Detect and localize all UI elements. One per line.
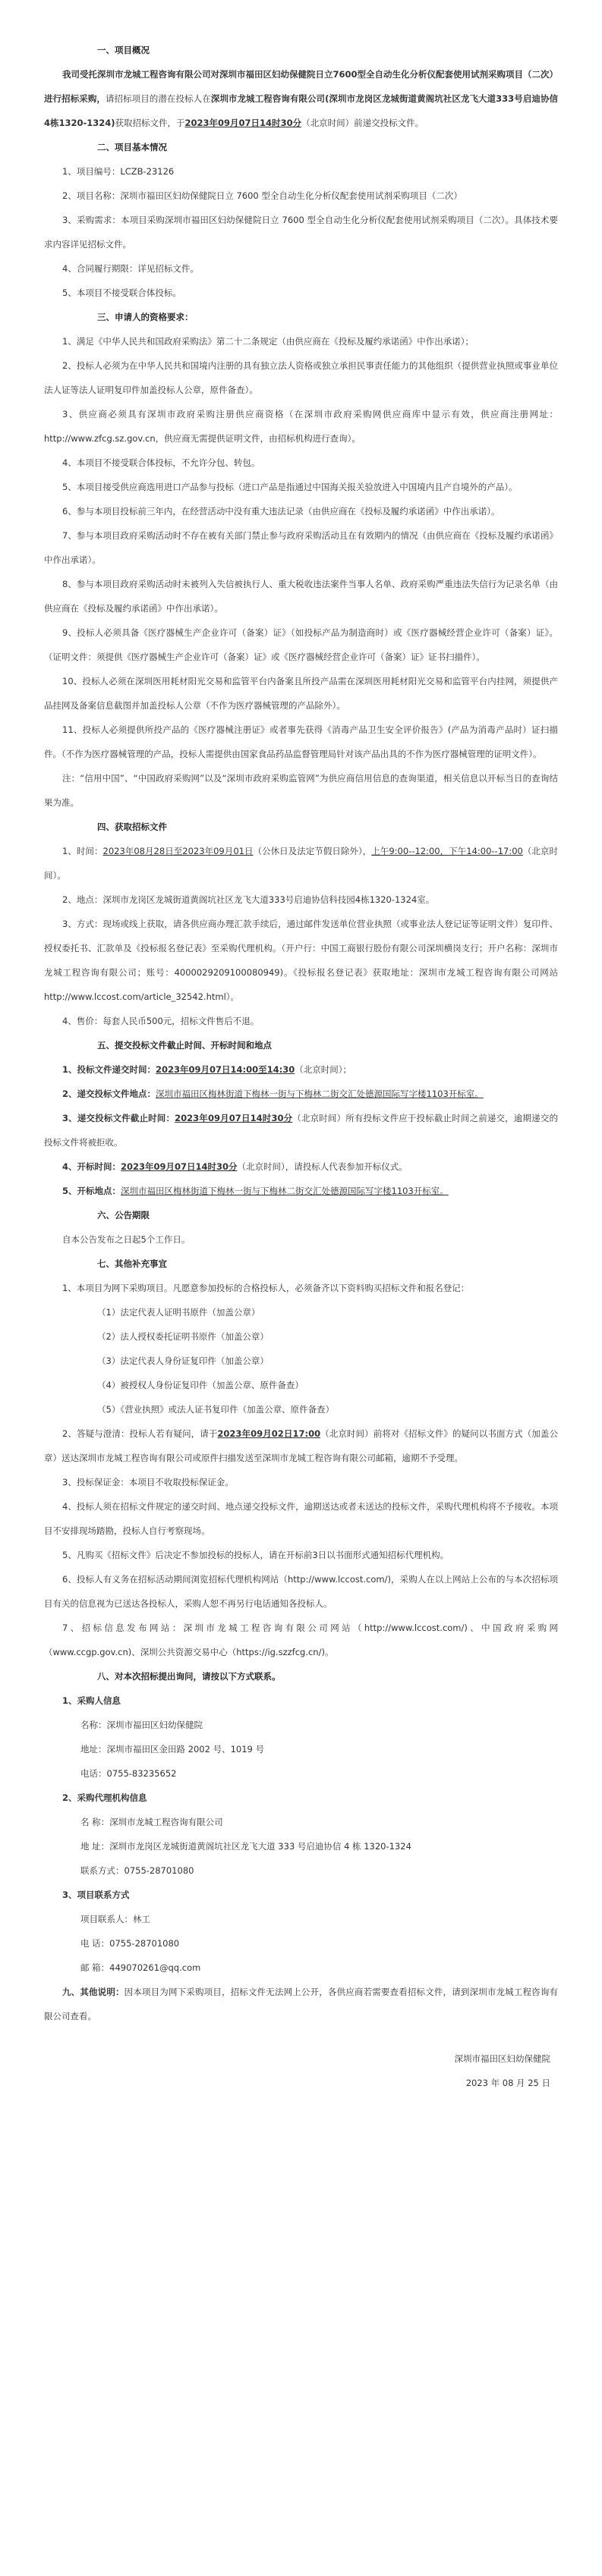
signature-date: 2023 年 08 月 25 日 xyxy=(465,2078,550,2088)
overview-text-c: （北京时间）前递交投标文件。 xyxy=(301,118,424,128)
buyer-line: 电话：0755-83235652 xyxy=(80,1768,177,1779)
submission-deadline-value: 2023年09月07日14时30分 xyxy=(175,1113,293,1123)
list-item: 11、投标人必须提供所投产品的《医疗器械注册证》或者事先获得《消毒产品卫生安全评价报告》(产品为消毒产品时）证扫描件。（不作为医疗器械管理的产品，投标人需提供由国家食品药品监督管理局针对该产品出具的不作为医疗器械管理的证明文件）。 xyxy=(44,724,558,759)
list-item: 2、项目名称：深圳市福田区妇幼保健院日立 7600 型全自动生化分析仪配套使用试剂采购项目（二次） xyxy=(62,190,462,201)
buyer-line: 名称：深圳市福田区妇幼保健院 xyxy=(80,1720,203,1730)
overview-text-a: 请招标项目的潜在投标人在 xyxy=(105,93,211,104)
opening-time xyxy=(44,1154,558,1179)
buyer-heading: 1、采购人信息 xyxy=(62,1695,121,1706)
submission-deadline xyxy=(44,1106,558,1154)
contact-line: 项目联系人：林工 xyxy=(80,1914,150,1924)
other-notes-text: 因本项目为网下采购项目，招标文件无法网上公开，各供应商若需要查看招标文件，请到深圳市龙城工程咨询有限公司查看。 xyxy=(44,1987,559,2022)
list-item: 1、满足《中华人民共和国政府采购法》第二十二条规定（由供应商在《投标及履约承诺函》中作出承诺）； xyxy=(62,336,474,347)
section-heading: 四、获取招标文件 xyxy=(97,821,167,832)
buyer-line: 地址：深圳市福田区金田路 2002 号、1019 号 xyxy=(80,1744,264,1755)
project-overview-paragraph xyxy=(44,62,558,135)
required-document: （1）法定代表人证明书原件（加盖公章） xyxy=(97,1307,260,1318)
submission-time-value: 2023年09月07日14:00至14:30 xyxy=(156,1064,295,1075)
purchase-price: 4、售价：每套人民币500元，招标文件售后不退。 xyxy=(62,1016,260,1026)
overview-bold-b: 深圳市龙城工程咨询有限公司(深圳市龙岗区龙城街道黄阁坑社区龙飞大道333号启迪协信4栋1320-1324) xyxy=(44,93,559,128)
purchase-location: 2、地点：深圳市龙岗区龙城街道黄阁坑社区龙飞大道333号启迪协信科技园4栋1320-1324室。 xyxy=(62,894,435,905)
purchase-date-range: 2023年08月28日至2023年09月01日 xyxy=(102,846,254,856)
list-item: 3、供应商必须具有深圳市政府采购注册供应商资格（在深圳市政府采购网供应商库中显示有效，供应商注册网址：http://www.zfcg.sz.gov.cn，供应商无需提供证明文件，由招标机构进行查询）。 xyxy=(44,409,558,444)
submission-time-label: 1、投标文件递交时间： xyxy=(62,1064,156,1075)
credit-note: 注：“信用中国”、“中国政府采购网”以及“深圳市政府采购监管网”为供应商信用信息的查询渠道，相关信息以开标当日的查询结果为准。 xyxy=(44,773,558,808)
signature-org: 深圳市福田区妇幼保健院 xyxy=(454,2053,550,2064)
section-heading: 六、公告期限 xyxy=(97,1210,150,1220)
required-document: （3）法定代表人身份证复印件（加盖公章） xyxy=(97,1356,269,1366)
purchase-hours: 上午9:00--12:00，下午14:00--17:00 xyxy=(371,846,523,856)
submission-location-value: 深圳市福田区梅林街道下梅林一街与下梅林二街交汇处德源国际写字楼1103开标室。 xyxy=(156,1089,484,1099)
required-document: （2）法人授权委托证明书原件（加盖公章） xyxy=(97,1331,269,1342)
signature-block xyxy=(44,2047,558,2095)
list-item: 5、凡购买《招标文件》后决定不参加投标的投标人，请在开标前3日以书面形式通知招标代理机构。 xyxy=(62,1550,449,1560)
required-document: （5）《营业执照》或法人证书复印件（加盖公章、原件备查） xyxy=(97,1404,335,1415)
overview-bold-a: 我司受托深圳市龙城工程咨询有限公司对深圳市福田区妇幼保健院日立7600型全自动生化分析仪配套使用试剂采购项目（二次）进行招标采购， xyxy=(44,69,559,104)
list-item: 3、采购需求：本项目采购深圳市福田区妇幼保健院日立 7600 型全自动生化分析仪配套使用试剂采购项目（二次）。具体技术要求内容详见招标文件。 xyxy=(44,215,558,250)
overview-deadline: 2023年09月07日14时30分 xyxy=(184,118,302,128)
submission-location-label: 2、递交投标文件地点： xyxy=(62,1089,156,1099)
list-item: 4、合同履行期限：详见招标文件。 xyxy=(62,263,199,274)
list-item: 8、参与本项目政府采购活动时未被列入失信被执行人、重大税收违法案件当事人名单、政府采购严重违法失信行为记录名单（由供应商在《投标及履约承诺函》中作出承诺）。 xyxy=(44,579,558,614)
contact-line: 邮 箱：449070261@qq.com xyxy=(80,1962,201,1973)
submission-time-suffix: （北京时间）； xyxy=(295,1064,351,1075)
section-heading: 五、提交投标文件截止时间、开标时间和地点 xyxy=(97,1040,272,1051)
agent-heading: 2、采购代理机构信息 xyxy=(62,1792,147,1803)
opening-location-label: 5、开标地点： xyxy=(62,1186,121,1196)
list-item xyxy=(44,1422,558,1470)
opening-time-label: 4、开标时间： xyxy=(62,1161,121,1172)
list-item: 3、投标保证金：本项目不收取投标保证金。 xyxy=(62,1477,234,1487)
purchase-time xyxy=(44,839,558,887)
purchase-time-note: （公休日及法定节假日除外）， xyxy=(253,846,372,856)
section-heading: 三、申请人的资格要求： xyxy=(97,312,194,322)
section-heading: 二、项目基本情况 xyxy=(97,142,167,152)
list-item: 6、投标人有义务在招标活动期间浏览招标代理机构网站（http://www.lccost.com/)，采购人在以上网站上公布的与本次招标项目有关的信息视为已送达各投标人，采购人恕不再另行电话通知各投标人。 xyxy=(44,1574,558,1609)
contact-line: 电 话：0755-28701080 xyxy=(80,1938,180,1949)
list-item: 1、本项目为网下采购项目。凡愿意参加投标的合格投标人，必须备齐以下资料购买招标文件和报名登记： xyxy=(62,1283,470,1293)
qa-prefix: 2、答疑与澄清：投标人若有疑问，请于 xyxy=(62,1428,218,1439)
agent-line: 地 址：深圳市龙岗区龙城街道黄阁坑社区龙飞大道 333 号启迪协信 4 栋 1320-1324 xyxy=(80,1841,411,1852)
agent-line: 名 称：深圳市龙城工程咨询有限公司 xyxy=(80,1817,223,1827)
list-item: 7、招标信息发布网站：深圳市龙城工程咨询有限公司网站（http://www.lccost.com/)、中国政府采购网（www.ccgp.gov.cn)、深圳公共资源交易中心（https://ig.szzfcg.cn/)。 xyxy=(44,1623,558,1657)
purchase-method: 3、方式：现场或线上获取，请各供应商办理汇款手续后，通过邮件发送单位营业执照（或事业法人登记证等证明文件）复印件、授权委托书、汇款单及《投标报名登记表》至采购代理机构。（开户行：中国工商银行股份有限公司深圳横岗支行；开户名称：深圳市龙城工程咨询有限公司；账号：4000029209100080949)。《投标报名登记表》获取地址：深圳市龙城工程咨询有限公司网站 http://www.lccost.com/article_32542.html）。 xyxy=(44,919,558,1002)
list-item: 6、参与本项目投标前三年内，在经营活动中没有重大违法记录（由供应商在《投标及履约承诺函》中作出承诺）。 xyxy=(62,506,500,517)
list-item: 7、参与本项目政府采购活动时不存在被有关部门禁止参与政府采购活动且在有效期内的情况（由供应商在《投标及履约承诺函》中作出承诺）。 xyxy=(44,530,558,565)
opening-time-note: （北京时间），请投标人代表参加开标仪式。 xyxy=(237,1161,408,1172)
announcement-period: 自本公告发布之日起5个工作日。 xyxy=(62,1234,191,1245)
submission-deadline-label: 3、递交投标文件截止时间： xyxy=(62,1113,175,1123)
contact-heading: 3、项目联系方式 xyxy=(62,1890,130,1900)
list-item: 1、项目编号：LCZB-23126 xyxy=(62,166,175,177)
list-item: 10、投标人必须在深圳医用耗材阳光交易和监管平台内备案且所投产品需在深圳医用耗材阳光交易和监管平台内挂网，须提供产品挂网及备案信息截图并加盖投标人公章（不作为医疗器械管理的产品除外）。 xyxy=(44,676,558,711)
overview-text-b: 获取招标文件，于 xyxy=(115,118,185,128)
purchase-time-label: 1、时间： xyxy=(62,846,103,856)
list-item: 4、投标人须在招标文件规定的递交时间、地点递交投标文件，逾期送达或者未送达的投标文件，采购代理机构将不予接收。本项目不安排现场踏勘，投标人自行考察现场。 xyxy=(44,1501,558,1536)
submission-location xyxy=(44,1082,558,1106)
section-heading: 八、对本次招标提出询问，请按以下方式联系。 xyxy=(97,1671,281,1682)
list-item: 5、本项目不接受联合体投标。 xyxy=(62,287,181,298)
section-heading: 一、项目概况 xyxy=(97,45,150,55)
qa-suffix: （北京时间）前将对《招标文件》的疑问以书面方式（加盖公章）送达深圳市龙城工程咨询有限公司或原件扫描发送至深圳市龙城工程咨询有限公司邮箱，逾期不予受理。 xyxy=(44,1428,558,1463)
opening-time-value: 2023年09月07日14时30分 xyxy=(121,1161,238,1172)
submission-time xyxy=(44,1057,558,1082)
required-document: （4）被授权人身份证复印件（加盖公章、原件备查） xyxy=(97,1380,304,1390)
other-notes xyxy=(44,1980,558,2028)
list-item: 9、投标人必须具备《医疗器械生产企业许可（备案）证》（如投标产品为制造商时）或《医疗器械经营企业许可（备案）证》。（证明文件：须提供《医疗器械生产企业许可（备案）证》或《医疗器械经营企业许可（备案）证》证书扫描件）。 xyxy=(44,627,558,662)
list-item: 2、投标人必须为在中华人民共和国境内注册的具有独立法人资格或独立承担民事责任能力的其他组织（提供营业执照或事业单位法人证等法人证明复印件加盖投标人公章，原件备查）。 xyxy=(44,360,558,395)
qa-deadline: 2023年09月02日17:00 xyxy=(217,1428,321,1439)
purchase-time-suffix: （北京时间）。 xyxy=(44,846,558,881)
section-heading: 七、其他补充事宜 xyxy=(97,1258,167,1269)
other-notes-heading: 九、其他说明： xyxy=(62,1987,124,1997)
opening-location-value: 深圳市福田区梅林街道下梅林一街与下梅林二街交汇处德源国际写字楼1103开标室。 xyxy=(121,1186,449,1196)
list-item: 5、本项目接受供应商选用进口产品参与投标（进口产品是指通过中国海关报关验放进入中国境内且产自境外的产品）。 xyxy=(62,482,518,492)
list-item: 4、本项目不接受联合体投标，不允许分包、转包。 xyxy=(62,457,260,468)
submission-deadline-note: （北京时间）所有投标文件应于投标截止时间之前递交，逾期递交的投标文件将被拒收。 xyxy=(44,1113,558,1148)
agent-line: 联系方式：0755-28701080 xyxy=(80,1865,194,1876)
opening-location xyxy=(44,1179,558,1203)
